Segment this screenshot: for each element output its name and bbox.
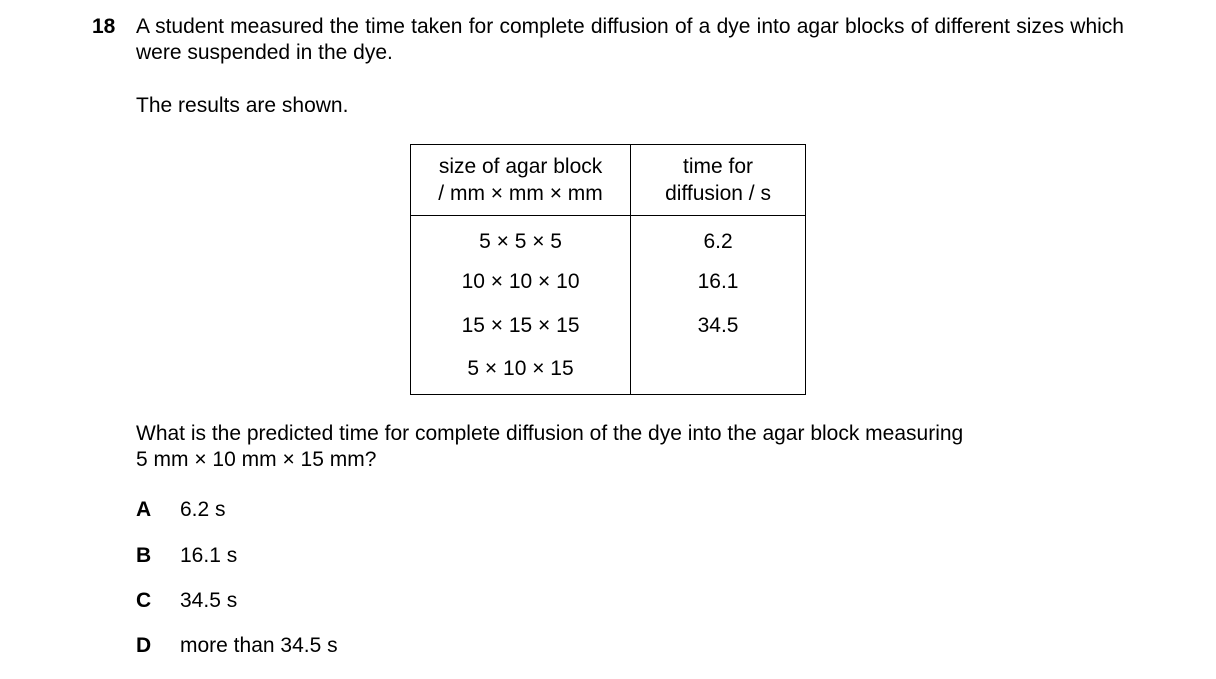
option-text: 34.5 s <box>180 589 238 612</box>
cell-time: 16.1 <box>697 270 739 293</box>
question-prompt-line2: 5 mm × 10 mm × 15 mm? <box>136 448 377 471</box>
cell-time <box>631 348 806 395</box>
table-row <box>411 216 806 261</box>
option-text: 6.2 s <box>180 498 226 521</box>
header-time-line2: diffusion / s <box>665 182 771 205</box>
option-text: 16.1 s <box>180 544 238 567</box>
cell-time: 34.5 <box>697 314 739 337</box>
question-number: 18 <box>92 15 116 38</box>
question-stem: A student measured the time taken for complete diffusion of a dye into agar blocks of different sizes which were suspended in the dye. <box>136 15 1124 64</box>
option-letter: B <box>136 544 152 567</box>
table-row <box>411 348 806 395</box>
cell-size: 5 × 5 × 5 <box>411 216 631 261</box>
header-size-line2: / mm × mm × mm <box>438 182 603 205</box>
header-size <box>411 145 631 216</box>
header-time <box>631 145 806 216</box>
option-letter: C <box>136 589 152 612</box>
cell-size: 10 × 10 × 10 <box>411 260 631 304</box>
header-size-line1: size of agar block <box>438 155 603 178</box>
table-header-row <box>411 145 806 216</box>
table-row <box>411 304 806 348</box>
cell-time: 6.2 <box>703 230 733 253</box>
results-table <box>410 144 806 395</box>
question-prompt <box>136 421 1124 473</box>
cell-size: 5 × 10 × 15 <box>411 348 631 395</box>
question-prompt-line1: What is the predicted time for complete diffusion of the dye into the agar block measuring <box>136 422 964 445</box>
option-letter: D <box>136 634 152 657</box>
cell-size: 15 × 15 × 15 <box>411 304 631 348</box>
option-letter: A <box>136 498 152 521</box>
header-time-line1: time for <box>683 155 754 178</box>
table-row <box>411 260 806 304</box>
results-intro: The results are shown. <box>136 94 349 117</box>
option-text: more than 34.5 s <box>180 634 338 657</box>
